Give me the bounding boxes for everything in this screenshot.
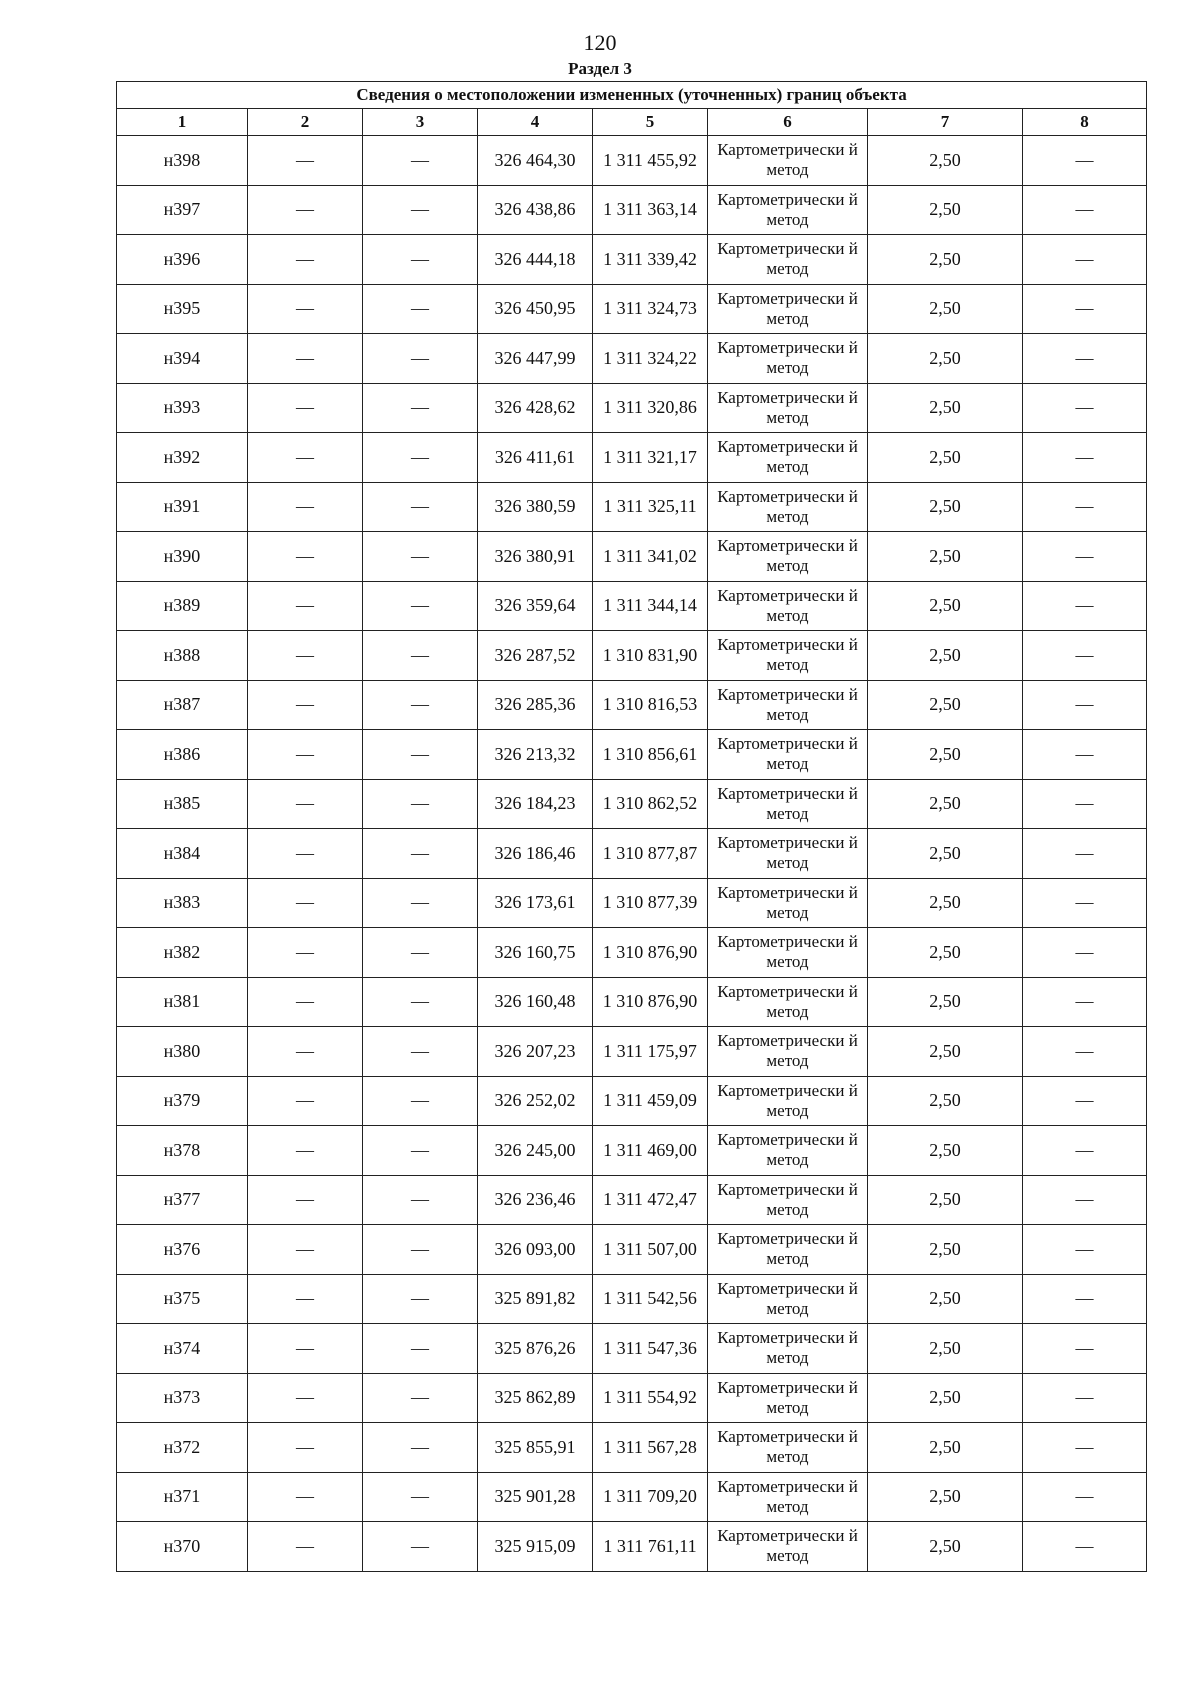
column-8-cell: —: [1023, 1423, 1147, 1473]
table-row: [117, 1472, 1147, 1522]
table-row: [117, 730, 1147, 780]
point-name-cell: н372: [117, 1423, 248, 1473]
point-name-cell: н382: [117, 928, 248, 978]
table-row: [117, 334, 1147, 384]
column-number-row: [117, 109, 1147, 136]
y-coordinate-cell: 1 310 877,39: [593, 878, 708, 928]
y-coordinate-cell: 1 311 547,36: [593, 1324, 708, 1374]
column-3-cell: —: [363, 878, 478, 928]
table-row: [117, 1225, 1147, 1275]
x-coordinate-cell: 326 444,18: [478, 235, 593, 285]
method-cell: Картометрически й метод: [708, 1175, 868, 1225]
method-cell: Картометрически й метод: [708, 730, 868, 780]
table-title: Сведения о местоположении измененных (уточненных) границ объекта: [117, 82, 1147, 109]
y-coordinate-cell: 1 311 320,86: [593, 383, 708, 433]
column-8-cell: —: [1023, 730, 1147, 780]
point-name-cell: н392: [117, 433, 248, 483]
accuracy-cell: 2,50: [868, 1373, 1023, 1423]
accuracy-cell: 2,50: [868, 1324, 1023, 1374]
y-coordinate-cell: 1 311 469,00: [593, 1126, 708, 1176]
point-name-cell: н394: [117, 334, 248, 384]
x-coordinate-cell: 326 380,59: [478, 482, 593, 532]
column-3-cell: —: [363, 1522, 478, 1572]
method-cell: Картометрически й метод: [708, 977, 868, 1027]
x-coordinate-cell: 326 245,00: [478, 1126, 593, 1176]
column-3-cell: —: [363, 631, 478, 681]
table-row: [117, 235, 1147, 285]
y-coordinate-cell: 1 311 324,22: [593, 334, 708, 384]
column-3-cell: —: [363, 185, 478, 235]
column-8-cell: —: [1023, 136, 1147, 186]
method-cell: Картометрически й метод: [708, 136, 868, 186]
column-3-cell: —: [363, 1324, 478, 1374]
column-3-cell: —: [363, 977, 478, 1027]
column-2-cell: —: [248, 383, 363, 433]
y-coordinate-cell: 1 310 876,90: [593, 977, 708, 1027]
x-coordinate-cell: 326 285,36: [478, 680, 593, 730]
y-coordinate-cell: 1 310 876,90: [593, 928, 708, 978]
x-coordinate-cell: 326 186,46: [478, 829, 593, 879]
table-row: [117, 779, 1147, 829]
method-cell: Картометрически й метод: [708, 185, 868, 235]
table-row: [117, 1324, 1147, 1374]
column-2-cell: —: [248, 433, 363, 483]
column-2-cell: —: [248, 284, 363, 334]
page-number: 120: [583, 30, 617, 55]
y-coordinate-cell: 1 311 324,73: [593, 284, 708, 334]
table-row: [117, 1126, 1147, 1176]
column-8-cell: —: [1023, 1076, 1147, 1126]
x-coordinate-cell: 326 213,32: [478, 730, 593, 780]
accuracy-cell: 2,50: [868, 235, 1023, 285]
column-3-cell: —: [363, 482, 478, 532]
column-8-cell: —: [1023, 1324, 1147, 1374]
column-3-cell: —: [363, 532, 478, 582]
point-name-cell: н384: [117, 829, 248, 879]
table-row: [117, 433, 1147, 483]
accuracy-cell: 2,50: [868, 185, 1023, 235]
column-8-cell: —: [1023, 581, 1147, 631]
column-2-cell: —: [248, 779, 363, 829]
column-2-cell: —: [248, 1472, 363, 1522]
point-name-cell: н397: [117, 185, 248, 235]
table-row: [117, 1373, 1147, 1423]
column-3-cell: —: [363, 1175, 478, 1225]
accuracy-cell: 2,50: [868, 532, 1023, 582]
y-coordinate-cell: 1 311 344,14: [593, 581, 708, 631]
accuracy-cell: 2,50: [868, 1472, 1023, 1522]
coordinates-table: [116, 81, 1147, 1572]
y-coordinate-cell: 1 311 363,14: [593, 185, 708, 235]
table-row: [117, 581, 1147, 631]
method-cell: Картометрически й метод: [708, 1076, 868, 1126]
method-cell: Картометрически й метод: [708, 1522, 868, 1572]
y-coordinate-cell: 1 310 856,61: [593, 730, 708, 780]
accuracy-cell: 2,50: [868, 136, 1023, 186]
column-8-cell: —: [1023, 334, 1147, 384]
column-2-cell: —: [248, 185, 363, 235]
point-name-cell: н388: [117, 631, 248, 681]
column-3-cell: —: [363, 730, 478, 780]
column-3-cell: —: [363, 136, 478, 186]
accuracy-cell: 2,50: [868, 284, 1023, 334]
method-cell: Картометрически й метод: [708, 532, 868, 582]
method-cell: Картометрически й метод: [708, 779, 868, 829]
column-2-cell: —: [248, 1175, 363, 1225]
column-2-cell: —: [248, 1274, 363, 1324]
method-cell: Картометрически й метод: [708, 878, 868, 928]
x-coordinate-cell: 326 464,30: [478, 136, 593, 186]
y-coordinate-cell: 1 310 862,52: [593, 779, 708, 829]
point-name-cell: н383: [117, 878, 248, 928]
column-2-cell: —: [248, 136, 363, 186]
method-cell: Картометрически й метод: [708, 631, 868, 681]
point-name-cell: н393: [117, 383, 248, 433]
column-8-cell: —: [1023, 1027, 1147, 1077]
x-coordinate-cell: 326 438,86: [478, 185, 593, 235]
column-3-cell: —: [363, 1373, 478, 1423]
column-8-cell: —: [1023, 779, 1147, 829]
y-coordinate-cell: 1 311 321,17: [593, 433, 708, 483]
method-cell: Картометрически й метод: [708, 1027, 868, 1077]
method-cell: Картометрически й метод: [708, 482, 868, 532]
point-name-cell: н377: [117, 1175, 248, 1225]
column-8-cell: —: [1023, 284, 1147, 334]
table-row: [117, 136, 1147, 186]
y-coordinate-cell: 1 310 816,53: [593, 680, 708, 730]
accuracy-cell: 2,50: [868, 581, 1023, 631]
column-8-cell: —: [1023, 1522, 1147, 1572]
x-coordinate-cell: 325 901,28: [478, 1472, 593, 1522]
method-cell: Картометрически й метод: [708, 1472, 868, 1522]
accuracy-cell: 2,50: [868, 383, 1023, 433]
column-8-cell: —: [1023, 1472, 1147, 1522]
point-name-cell: н396: [117, 235, 248, 285]
point-name-cell: н391: [117, 482, 248, 532]
method-cell: Картометрически й метод: [708, 829, 868, 879]
y-coordinate-cell: 1 311 472,47: [593, 1175, 708, 1225]
x-coordinate-cell: 326 207,23: [478, 1027, 593, 1077]
method-cell: Картометрически й метод: [708, 1423, 868, 1473]
column-number-4: 4: [478, 109, 593, 136]
x-coordinate-cell: 326 093,00: [478, 1225, 593, 1275]
column-2-cell: —: [248, 482, 363, 532]
table-row: [117, 1175, 1147, 1225]
method-cell: Картометрически й метод: [708, 1126, 868, 1176]
x-coordinate-cell: 326 359,64: [478, 581, 593, 631]
column-8-cell: —: [1023, 383, 1147, 433]
column-2-cell: —: [248, 334, 363, 384]
x-coordinate-cell: 326 184,23: [478, 779, 593, 829]
method-cell: Картометрически й метод: [708, 235, 868, 285]
column-3-cell: —: [363, 1126, 478, 1176]
point-name-cell: н390: [117, 532, 248, 582]
column-3-cell: —: [363, 1027, 478, 1077]
column-8-cell: —: [1023, 829, 1147, 879]
table-row: [117, 383, 1147, 433]
table-row: [117, 1076, 1147, 1126]
method-cell: Картометрически й метод: [708, 1225, 868, 1275]
x-coordinate-cell: 326 160,48: [478, 977, 593, 1027]
method-cell: Картометрически й метод: [708, 928, 868, 978]
column-8-cell: —: [1023, 185, 1147, 235]
column-8-cell: —: [1023, 532, 1147, 582]
y-coordinate-cell: 1 311 455,92: [593, 136, 708, 186]
column-number-7: 7: [868, 109, 1023, 136]
y-coordinate-cell: 1 311 341,02: [593, 532, 708, 582]
accuracy-cell: 2,50: [868, 433, 1023, 483]
point-name-cell: н374: [117, 1324, 248, 1374]
x-coordinate-cell: 326 380,91: [478, 532, 593, 582]
point-name-cell: н389: [117, 581, 248, 631]
column-3-cell: —: [363, 383, 478, 433]
column-8-cell: —: [1023, 631, 1147, 681]
method-cell: Картометрически й метод: [708, 680, 868, 730]
accuracy-cell: 2,50: [868, 977, 1023, 1027]
accuracy-cell: 2,50: [868, 1076, 1023, 1126]
method-cell: Картометрически й метод: [708, 334, 868, 384]
column-2-cell: —: [248, 928, 363, 978]
column-2-cell: —: [248, 1522, 363, 1572]
column-number-6: 6: [708, 109, 868, 136]
table-row: [117, 928, 1147, 978]
column-3-cell: —: [363, 680, 478, 730]
column-2-cell: —: [248, 680, 363, 730]
table-row: [117, 631, 1147, 681]
table-row: [117, 977, 1147, 1027]
method-cell: Картометрически й метод: [708, 1274, 868, 1324]
column-2-cell: —: [248, 1324, 363, 1374]
column-2-cell: —: [248, 581, 363, 631]
x-coordinate-cell: 326 287,52: [478, 631, 593, 681]
column-8-cell: —: [1023, 977, 1147, 1027]
column-3-cell: —: [363, 1076, 478, 1126]
table-row: [117, 829, 1147, 879]
column-3-cell: —: [363, 581, 478, 631]
column-2-cell: —: [248, 235, 363, 285]
x-coordinate-cell: 326 173,61: [478, 878, 593, 928]
column-8-cell: —: [1023, 1225, 1147, 1275]
y-coordinate-cell: 1 310 877,87: [593, 829, 708, 879]
x-coordinate-cell: 325 915,09: [478, 1522, 593, 1572]
column-2-cell: —: [248, 977, 363, 1027]
y-coordinate-cell: 1 311 507,00: [593, 1225, 708, 1275]
column-3-cell: —: [363, 1423, 478, 1473]
table-row: [117, 680, 1147, 730]
accuracy-cell: 2,50: [868, 1126, 1023, 1176]
column-2-cell: —: [248, 1027, 363, 1077]
column-3-cell: —: [363, 235, 478, 285]
y-coordinate-cell: 1 311 709,20: [593, 1472, 708, 1522]
accuracy-cell: 2,50: [868, 680, 1023, 730]
x-coordinate-cell: 325 862,89: [478, 1373, 593, 1423]
point-name-cell: н385: [117, 779, 248, 829]
accuracy-cell: 2,50: [868, 779, 1023, 829]
y-coordinate-cell: 1 311 459,09: [593, 1076, 708, 1126]
method-cell: Картометрически й метод: [708, 284, 868, 334]
x-coordinate-cell: 325 855,91: [478, 1423, 593, 1473]
table-row: [117, 532, 1147, 582]
y-coordinate-cell: 1 311 554,92: [593, 1373, 708, 1423]
table-row: [117, 1423, 1147, 1473]
point-name-cell: н371: [117, 1472, 248, 1522]
x-coordinate-cell: 326 411,61: [478, 433, 593, 483]
x-coordinate-cell: 326 447,99: [478, 334, 593, 384]
column-3-cell: —: [363, 928, 478, 978]
method-cell: Картометрически й метод: [708, 383, 868, 433]
column-3-cell: —: [363, 779, 478, 829]
column-3-cell: —: [363, 1225, 478, 1275]
y-coordinate-cell: 1 311 339,42: [593, 235, 708, 285]
accuracy-cell: 2,50: [868, 1522, 1023, 1572]
x-coordinate-cell: 326 160,75: [478, 928, 593, 978]
table-row: [117, 1027, 1147, 1077]
point-name-cell: н380: [117, 1027, 248, 1077]
y-coordinate-cell: 1 311 325,11: [593, 482, 708, 532]
point-name-cell: н398: [117, 136, 248, 186]
table-row: [117, 878, 1147, 928]
column-2-cell: —: [248, 1076, 363, 1126]
x-coordinate-cell: 326 450,95: [478, 284, 593, 334]
column-2-cell: —: [248, 1423, 363, 1473]
accuracy-cell: 2,50: [868, 1225, 1023, 1275]
x-coordinate-cell: 326 428,62: [478, 383, 593, 433]
x-coordinate-cell: 325 891,82: [478, 1274, 593, 1324]
y-coordinate-cell: 1 311 761,11: [593, 1522, 708, 1572]
column-2-cell: —: [248, 1225, 363, 1275]
accuracy-cell: 2,50: [868, 482, 1023, 532]
table-row: [117, 1274, 1147, 1324]
method-cell: Картометрически й метод: [708, 1324, 868, 1374]
point-name-cell: н387: [117, 680, 248, 730]
method-cell: Картометрически й метод: [708, 581, 868, 631]
point-name-cell: н381: [117, 977, 248, 1027]
column-2-cell: —: [248, 730, 363, 780]
column-3-cell: —: [363, 829, 478, 879]
column-8-cell: —: [1023, 680, 1147, 730]
accuracy-cell: 2,50: [868, 631, 1023, 681]
column-8-cell: —: [1023, 482, 1147, 532]
column-2-cell: —: [248, 532, 363, 582]
x-coordinate-cell: 326 252,02: [478, 1076, 593, 1126]
column-number-3: 3: [363, 109, 478, 136]
column-2-cell: —: [248, 878, 363, 928]
column-3-cell: —: [363, 1472, 478, 1522]
column-number-5: 5: [593, 109, 708, 136]
accuracy-cell: 2,50: [868, 829, 1023, 879]
accuracy-cell: 2,50: [868, 878, 1023, 928]
point-name-cell: н395: [117, 284, 248, 334]
column-3-cell: —: [363, 284, 478, 334]
table-row: [117, 185, 1147, 235]
column-2-cell: —: [248, 829, 363, 879]
column-number-1: 1: [117, 109, 248, 136]
column-8-cell: —: [1023, 235, 1147, 285]
accuracy-cell: 2,50: [868, 334, 1023, 384]
accuracy-cell: 2,50: [868, 1423, 1023, 1473]
table-row: [117, 284, 1147, 334]
point-name-cell: н378: [117, 1126, 248, 1176]
table-row: [117, 482, 1147, 532]
column-number-8: 8: [1023, 109, 1147, 136]
section-title: Раздел 3: [568, 59, 632, 78]
column-2-cell: —: [248, 631, 363, 681]
accuracy-cell: 2,50: [868, 730, 1023, 780]
y-coordinate-cell: 1 310 831,90: [593, 631, 708, 681]
method-cell: Картометрически й метод: [708, 433, 868, 483]
column-8-cell: —: [1023, 433, 1147, 483]
point-name-cell: н379: [117, 1076, 248, 1126]
column-8-cell: —: [1023, 1175, 1147, 1225]
x-coordinate-cell: 326 236,46: [478, 1175, 593, 1225]
column-number-2: 2: [248, 109, 363, 136]
x-coordinate-cell: 325 876,26: [478, 1324, 593, 1374]
point-name-cell: н386: [117, 730, 248, 780]
method-cell: Картометрически й метод: [708, 1373, 868, 1423]
column-8-cell: —: [1023, 1373, 1147, 1423]
accuracy-cell: 2,50: [868, 928, 1023, 978]
column-8-cell: —: [1023, 928, 1147, 978]
table-body: [117, 136, 1147, 1572]
y-coordinate-cell: 1 311 175,97: [593, 1027, 708, 1077]
point-name-cell: н376: [117, 1225, 248, 1275]
y-coordinate-cell: 1 311 542,56: [593, 1274, 708, 1324]
column-2-cell: —: [248, 1126, 363, 1176]
column-3-cell: —: [363, 334, 478, 384]
accuracy-cell: 2,50: [868, 1027, 1023, 1077]
column-2-cell: —: [248, 1373, 363, 1423]
table-row: [117, 1522, 1147, 1572]
y-coordinate-cell: 1 311 567,28: [593, 1423, 708, 1473]
point-name-cell: н370: [117, 1522, 248, 1572]
column-8-cell: —: [1023, 878, 1147, 928]
point-name-cell: н375: [117, 1274, 248, 1324]
column-8-cell: —: [1023, 1126, 1147, 1176]
column-3-cell: —: [363, 433, 478, 483]
point-name-cell: н373: [117, 1373, 248, 1423]
accuracy-cell: 2,50: [868, 1274, 1023, 1324]
accuracy-cell: 2,50: [868, 1175, 1023, 1225]
column-8-cell: —: [1023, 1274, 1147, 1324]
column-3-cell: —: [363, 1274, 478, 1324]
